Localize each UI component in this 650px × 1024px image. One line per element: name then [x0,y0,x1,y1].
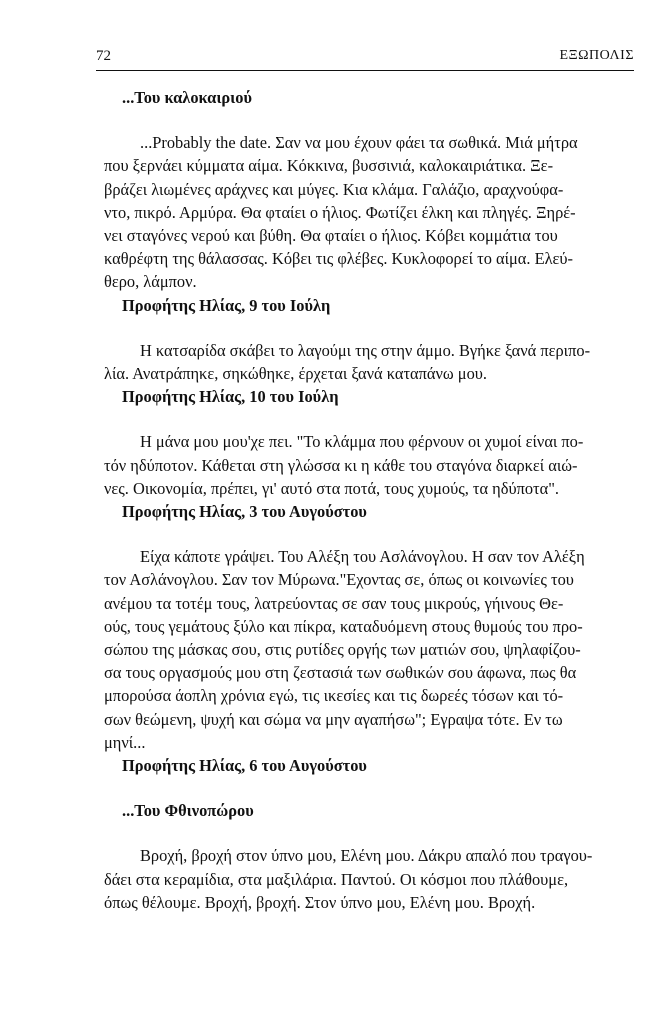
entry-paragraph [104,339,634,385]
entry-signature: Προφήτης Ηλίας, 3 του Αυγούστου [122,502,367,522]
text-line: νες. Οικονομία, πρέπει, γι' αυτό στα ποτά, τους χυμούς, τα ηδύποτα". [104,478,560,498]
text-line: Η μάνα μου μου'χε πει. "Το κλάμμα που φέρνουν οι χυμοί είναι πο- [140,432,584,452]
entry-paragraph [104,430,634,500]
text-line: μπορούσα άοπλη χρόνια εγώ, τις ικεσίες και τις δωρεές τόσων και τό- [104,686,564,706]
text-line: ντο, πικρό. Αρμύρα. Θα φταίει ο ήλιος. Φωτίζει έλκη και πληγές. Ξηρέ- [104,202,576,222]
text-line: καθρέφτη της θάλασσας. Κόβει τις φλέβες. Κυκλοφορεί το αίμα. Ελεύ- [104,249,573,269]
page-number: 72 [96,48,111,64]
text-line: ούς, τους γεμάτους ξύλο και πίκρα, καταδυόμενη στους θυμούς του προ- [104,616,583,636]
text-line: σα τους οργασμούς μου στη ζεστασιά των σωθικών σου άφωνα, πως θα [104,663,577,683]
text-line: ...Probably the date. Σαν να μου έχουν φάει τα σωθικά. Μιά μήτρα [140,133,578,153]
text-line: Βροχή, βροχή στον ύπνο μου, Ελένη μου. Δάκρυ απαλό που τραγου- [140,846,593,866]
text-line: σων θεώμενη, ψυχή και σώμα να μην αγαπήσω"; Εγραψα τότε. Εν τω [104,709,563,729]
page-header [96,40,634,71]
entry-signature: Προφήτης Ηλίας, 10 του Ιούλη [122,387,339,407]
text-line: μηνί... [104,732,146,752]
section-heading-summer: ...Του καλοκαιριού [122,88,252,107]
entry-paragraph [104,545,634,754]
entry-paragraph [104,844,634,914]
text-line: όπως θέλουμε. Βροχή, βροχή. Στον ύπνο μου, Ελένη μου. Βροχή. [104,892,536,912]
text-line: τον Ασλάνογλου. Σαν τον Μύρωνα."Εχοντας σε, όπως οι κοινωνίες του [104,570,574,590]
text-line: βράζει λιωμένες αράχνες και μύγες. Κια κλάμα. Γαλάζιο, αραχνούφα- [104,179,564,199]
text-line: λία. Ανατράπηκε, σηκώθηκε, έρχεται ξανά καταπάνω μου. [104,364,487,384]
text-line: σώπου της μάσκας σου, στις ρυτίδες οργής των ματιών σου, ψηλαφίζου- [104,640,581,660]
page-body [104,86,634,914]
text-line: τόν ηδύποτον. Κάθεται στη γλώσσα κι η κάθε του σταγόνα διαρκεί αιώ- [104,455,578,475]
text-line: νει σταγόνες νερού και βύθη. Θα φταίει ο ήλιος. Κόβει κομμάτια του [104,226,558,246]
text-line: θερο, λάμπον. [104,272,197,292]
text-line: Είχα κάποτε γράψει. Του Αλέξη του Ασλάνογλου. Η σαν τον Αλέξη [140,547,585,567]
section-heading-autumn: ...Του Φθινοπώρου [122,801,254,821]
running-title: ΕΞΩΠΟΛΙΣ [559,48,634,63]
text-line: που ξερνάει κύμματα αίμα. Κόκκινα, βυσσινιά, καλοκαιριάτικα. Ξε- [104,156,554,176]
entry-signature: Προφήτης Ηλίας, 6 του Αυγούστου [122,756,367,776]
entry-signature: Προφήτης Ηλίας, 9 του Ιούλη [122,295,331,315]
text-line: Η κατσαρίδα σκάβει το λαγούμι της στην άμμο. Βγήκε ξανά περιπο- [140,340,591,360]
text-line: δάει στα κεραμίδια, στα μαξιλάρια. Παντού. Οι κόσμοι που πλάθουμε, [104,869,569,889]
entry-paragraph [104,131,634,293]
text-line: ανέμου τα τοτέμ τους, λατρεύοντας σε σαν τους μικρούς, γήινους Θε- [104,593,564,613]
